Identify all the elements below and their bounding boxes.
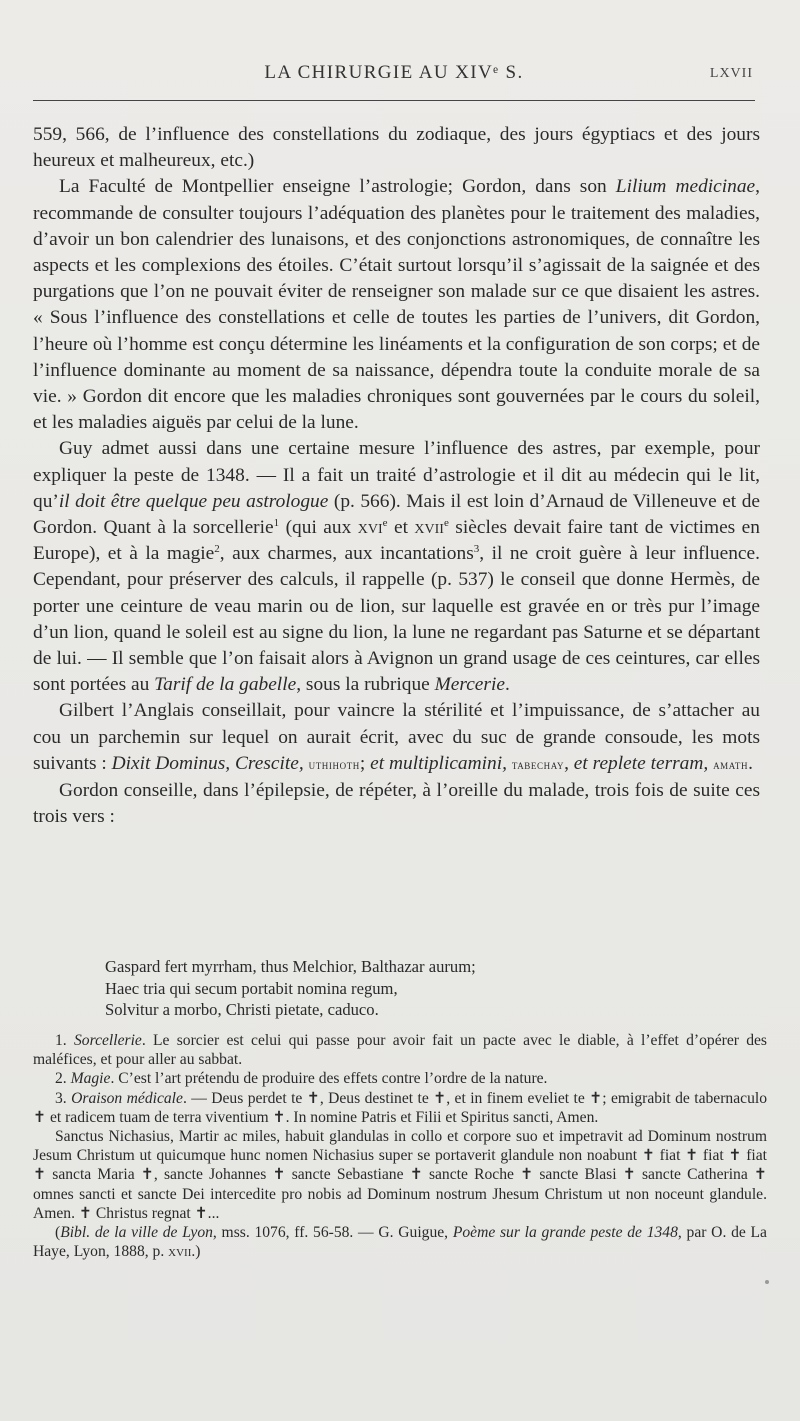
verse-line: Solvitur a morbo, Christi pietate, caduco.	[105, 1000, 379, 1019]
footnote-1: 1. Sorcellerie. Le sorcier est celui qui passe pour avoir fait un pacte avec le diable, à l’effet d’opérer des maléfices, et pour aller au sabbat.	[33, 1032, 767, 1069]
paragraph-4: Gilbert l’Anglais conseillait, pour vaincre la stérilité et l’impuissance, de s’attacher au cou un parchemin sur lequel on aurait écrit, avec du suc de grande consoude, les mots suivants : Dixit Dominus, Crescite, uthihoth; et multiplicamini, tabechay, et replete terram, amath.	[33, 700, 760, 774]
paragraph-1: 559, 566, de l’influence des constellations du zodiaque, des jours égyptiacs et des jours heureux et malheureux, etc.)	[33, 124, 760, 172]
footnotes	[33, 1031, 767, 1261]
running-title: LA CHIRURGIE AU XIVᵉ S.	[264, 62, 524, 83]
footnote-ref-2: 2	[214, 543, 220, 556]
verse-line: Gaspard fert myrrham, thus Melchior, Balthazar aurum;	[105, 957, 476, 976]
footnote-ref-3: 3	[473, 543, 480, 556]
paragraph-3: Guy admet aussi dans une certaine mesure l’influence des astres, par exemple, pour expliquer la peste de 1348. — Il a fait un traité d’astrologie et il dit au médecin qui le lit, qu’il doit être quelque peu astrologue (p. 566). Mais il est loin d’Arnaud de Villeneuve et de Gordon. Quant à la sorcellerie$^1$ (qui aux xvi$^e$ et xvii$^e$ siècles devait faire tant de victimes en Europe), et à la magie$^2$, aux charmes, aux incantations$^3$, il ne croit guère à leur influence. Cependant, pour préserver des calculs, il rappelle (p. 537) le conseil que donne Hermès, de porter une ceinture de veau marin ou de lion, sur laquelle est gravée en or très pur l’image d’un lion, quand le soleil est au signe du lion, la lune ne regardant pas Saturne et se départant de lui. — Il semble que l’on faisait alors à Avignon un grand usage de ces ceintures, car elles sont portées au Tarif de la gabelle, sous la rubrique Mercerie.	[33, 438, 761, 696]
paragraph-5: Gordon conseille, dans l’épilepsie, de répéter, à l’oreille du malade, trois fois de suite ces trois vers :	[33, 780, 760, 828]
main-text	[33, 122, 760, 830]
paragraph-2: La Faculté de Montpellier enseigne l’astrologie; Gordon, dans son Lilium medicinae, recommande de consulter toujours l’adéquation des planètes pour le traitement des maladies, d’avoir un bon calendrier des lunaisons, et des conjonctions astronomiques, de connaître les aspects et les complexions des étoiles. C’était surtout lorsqu’il s’agissait de la saignée et des purgations que l’on ne pouvait éviter de renseigner son malade sur ce que disaient les astres. « Sous l’influence des constellations et celle de toutes les parties de l’univers, dit Gordon, l’heure où l’homme est conçu détermine les linéaments et la configuration de son corps; et de l’influence dominante au moment de sa naissance, dépendra toute la conduite morale de sa vie. » Gordon dit encore que les maladies chroniques sont gouvernées par le cours du soleil, et les maladies aiguës par celui de la lune.	[33, 176, 761, 434]
verse-block	[105, 956, 665, 1021]
footnote-3-prayer: Sanctus Nichasius, Martir ac miles, habuit glandulas in collo et corpore suo et impetravit ad Dominum nostrum Jesum Christum ut quicumque hunc nomen Nichasius super se portaverit glandule non noabunt ✝ fiat ✝ fiat ✝ fiat ✝ sancta Maria ✝, sancte Johannes ✝ sancte Sebastiane ✝ sancte Roche ✝ sancte Blasi ✝ sancte Catherina ✝ omnes sancti et sancte Dei intercedite pro nobis ad Dominum nostrum Jhesum Christum ut non noceunt glandule. Amen. ✝ Christus regnat ✝...	[33, 1128, 767, 1222]
page-header	[33, 62, 755, 92]
footnote-3-source: (Bibl. de la ville de Lyon, mss. 1076, ff. 56-58. — G. Guigue, Poème sur la grande peste de 1348, par O. de La Haye, Lyon, 1888, p. xvii.)	[33, 1224, 767, 1261]
page-number: LXVII	[709, 66, 753, 81]
footnote-ref-1: 1	[273, 517, 280, 530]
footnote-2: 2. Magie. C’est l’art prétendu de produire des effets contre l’ordre de la nature.	[55, 1070, 548, 1088]
paper-speck	[765, 1280, 769, 1284]
footnote-3: 3. Oraison médicale. — Deus perdet te ✝, Deus destinet te ✝, et in finem eveliet te ✝; emigrabit de tabernaculo ✝ et radicem tuam de terra viventium ✝. In nomine Patris et Filii et Spiritus sancti, Amen.	[33, 1089, 767, 1126]
verse-line: Haec tria qui secum portabit nomina regum,	[105, 978, 398, 998]
header-rule	[33, 100, 755, 101]
